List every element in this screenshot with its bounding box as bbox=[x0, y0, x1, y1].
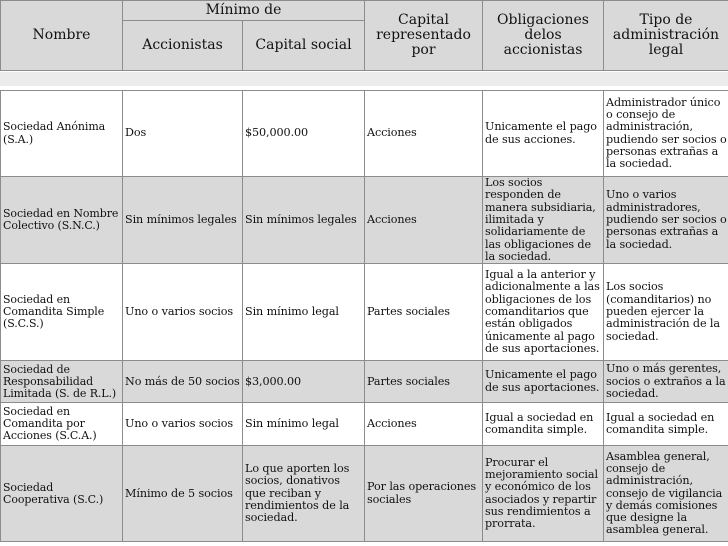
cell-representado: Acciones bbox=[365, 177, 483, 264]
cell-nombre: Sociedad de Responsabilidad Limitada (S. de R.L.) bbox=[1, 361, 123, 403]
cell-representado: Partes sociales bbox=[365, 361, 483, 403]
cell-nombre: Sociedad Cooperativa (S.C.) bbox=[1, 446, 123, 542]
table-row bbox=[1, 361, 728, 403]
cell-capital-social: $3,000.00 bbox=[243, 361, 365, 403]
cell-nombre: Sociedad en Comandita Simple (S.C.S.) bbox=[1, 264, 123, 361]
cell-nombre: Sociedad en Comandita por Acciones (S.C.A.) bbox=[1, 403, 123, 446]
table-row bbox=[1, 91, 728, 177]
cell-administracion: Uno o varios administradores, pudiendo ser socios o personas extrañas a la sociedad. bbox=[604, 177, 728, 264]
cell-administracion: Administrador único o consejo de administración, pudiendo ser socios o personas extrañas a la sociedad. bbox=[604, 91, 728, 177]
cell-administracion: Igual a sociedad en comandita simple. bbox=[604, 403, 728, 446]
cell-representado: Acciones bbox=[365, 91, 483, 177]
cell-representado: Por las operaciones sociales bbox=[365, 446, 483, 542]
cell-representado: Partes sociales bbox=[365, 264, 483, 361]
cell-obligaciones: Procurar el mejoramiento social y económico de los asociados y repartir sus rendimientos a prorrata. bbox=[483, 446, 604, 542]
cell-obligaciones: Igual a sociedad en comandita simple. bbox=[483, 403, 604, 446]
header-obligaciones: Obligaciones delos accionistas bbox=[483, 1, 604, 71]
cell-accionistas: Uno o varios socios bbox=[123, 264, 243, 361]
cell-capital-social: $50,000.00 bbox=[243, 91, 365, 177]
header-capital-social: Capital social bbox=[243, 21, 365, 71]
cell-accionistas: No más de 50 socios bbox=[123, 361, 243, 403]
cell-capital-social: Lo que aporten los socios, donativos que reciban y rendimientos de la sociedad. bbox=[243, 446, 365, 542]
table-header bbox=[0, 0, 728, 70]
cell-administracion: Asamblea general, consejo de administración, consejo de vigilancia y demás comisiones que designe la asamblea general. bbox=[604, 446, 728, 542]
cell-accionistas: Mínimo de 5 socios bbox=[123, 446, 243, 542]
header-capital-representado: Capital representado por bbox=[365, 1, 483, 71]
cell-obligaciones: Igual a la anterior y adicionalmente a las obligaciones de los comanditarios que están obligados únicamente al pago de sus aportaciones. bbox=[483, 264, 604, 361]
cell-capital-social: Sin mínimo legal bbox=[243, 264, 365, 361]
separator-band bbox=[0, 72, 728, 86]
cell-obligaciones: Unicamente el pago de sus acciones. bbox=[483, 91, 604, 177]
cell-obligaciones: Unicamente el pago de sus aportaciones. bbox=[483, 361, 604, 403]
cell-nombre: Sociedad en Nombre Colectivo (S.N.C.) bbox=[1, 177, 123, 264]
cell-accionistas: Dos bbox=[123, 91, 243, 177]
cell-capital-social: Sin mínimo legal bbox=[243, 403, 365, 446]
table-row bbox=[1, 177, 728, 264]
header-nombre: Nombre bbox=[1, 1, 123, 71]
cell-accionistas: Sin mínimos legales bbox=[123, 177, 243, 264]
table-row bbox=[1, 446, 728, 542]
cell-administracion: Uno o más gerentes, socios o extraños a la sociedad. bbox=[604, 361, 728, 403]
table-row bbox=[1, 264, 728, 361]
cell-accionistas: Uno o varios socios bbox=[123, 403, 243, 446]
sociedades-table bbox=[0, 90, 728, 542]
header-minimo-de: Mínimo de bbox=[123, 1, 365, 21]
table-row bbox=[1, 403, 728, 446]
header-tipo-administracion: Tipo de administración legal bbox=[604, 1, 728, 71]
cell-capital-social: Sin mínimos legales bbox=[243, 177, 365, 264]
header-accionistas: Accionistas bbox=[123, 21, 243, 71]
cell-nombre: Sociedad Anónima (S.A.) bbox=[1, 91, 123, 177]
cell-administracion: Los socios (comanditarios) no pueden ejercer la administración de la sociedad. bbox=[604, 264, 728, 361]
cell-obligaciones: Los socios responden de manera subsidiaria, ilimitada y solidariamente de las obligaciones de la sociedad. bbox=[483, 177, 604, 264]
cell-representado: Acciones bbox=[365, 403, 483, 446]
